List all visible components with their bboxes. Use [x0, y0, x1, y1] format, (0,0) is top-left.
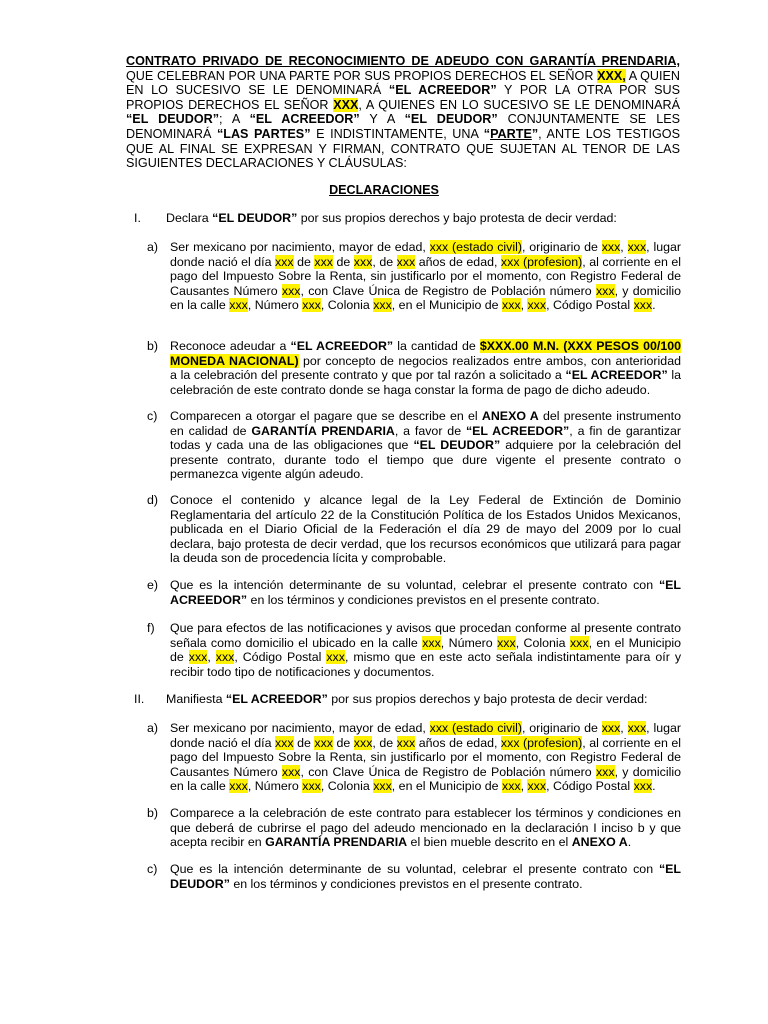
- declaration-i-d: [147, 493, 681, 566]
- party-name: “LAS PARTES”: [216, 126, 311, 141]
- party-name: “EL ACREEDOR”: [249, 112, 360, 127]
- placeholder-highlight: xxx: [422, 635, 441, 650]
- text-run: , a favor de: [394, 423, 466, 438]
- contract-preamble: [126, 54, 680, 171]
- text-run: , con Clave Única de Registro de Población número: [300, 764, 596, 779]
- text-run: , a fin de garantizar todas y cada una de las obligaciones que: [170, 423, 681, 453]
- preamble-text: Y POR LA OTRA POR SUS PROPIOS DERECHOS EL SEÑOR: [126, 83, 680, 112]
- text-run: ,: [520, 298, 528, 313]
- party-name: “EL DEUDOR”: [404, 112, 498, 127]
- placeholder-highlight: xxx (profesion): [500, 735, 583, 750]
- text-run: Que es la intención determinante de su voluntad, celebrar el presente contrato con: [170, 578, 659, 592]
- text-run: ,: [520, 779, 528, 794]
- text-run: adquiere por la celebración del presente contrato, durante todo el tiempo que dure vigente el presente contrato o permanezca vigente algún adeudo.: [170, 438, 682, 482]
- placeholder-highlight: xxx: [302, 298, 321, 313]
- placeholder-highlight: xxx: [274, 735, 294, 750]
- placeholder-highlight: XXX: [333, 97, 359, 112]
- placeholder-highlight: xxx: [326, 650, 345, 665]
- item-text: [170, 621, 681, 679]
- text-run: de: [332, 254, 354, 269]
- item-text: Conoce el contenido y alcance legal de la Ley Federal de Extinción de Dominio Reglamentaria del artículo 22 de la Constitución Política de los Estados Unidos Mexicanos, publicada en el Diario Oficial de la Federación el día 29 de mayo del 2009 por lo cual declara, bajo protesta de decir verdad, que los recursos económicos que utilizará para pagar la deuda son de procedencia lícita y comprobable.: [170, 493, 681, 566]
- placeholder-highlight: xxx: [627, 721, 647, 735]
- text-run: en los términos y condiciones previstos en el presente contrato.: [247, 592, 600, 607]
- text-run: de: [293, 254, 315, 269]
- party-name: “EL ACREEDOR”: [565, 368, 668, 383]
- item-label: a): [147, 240, 159, 254]
- placeholder-highlight: xxx: [302, 779, 321, 794]
- placeholder-highlight: xxx: [281, 283, 301, 298]
- item-text: [170, 862, 681, 891]
- text-run: , con Clave Única de Registro de Población número: [300, 283, 596, 298]
- text-run: la celebración de este contrato donde se haga constar la forma de pago de dicho adeudo.: [170, 368, 682, 397]
- item-label: f): [147, 621, 155, 635]
- placeholder-highlight: xxx: [373, 779, 392, 794]
- text-run: , y domicilio en la calle: [170, 283, 681, 313]
- party-name: “EL ACREEDOR”: [290, 339, 394, 353]
- declaration-i-e: [147, 578, 681, 607]
- section-text: Manifiesta: [166, 692, 226, 706]
- placeholder-highlight: XXX,: [597, 68, 626, 83]
- item-text: [170, 721, 681, 794]
- party-name: “EL DEUDOR”: [170, 862, 681, 891]
- text-run: , originario de: [522, 721, 602, 735]
- text-run: Comparece a la celebración de este contrato para establecer los términos y condiciones en que deberá de cubrirse el pago del adeudo mencionado en la declaración I inciso b y que acepta recibir en: [170, 806, 681, 850]
- declaraciones-heading: DECLARACIONES: [329, 183, 439, 197]
- declaration-ii-c: [147, 862, 681, 891]
- text-run: , Código Postal: [546, 779, 634, 794]
- text-run: , al corriente en el pago del Impuesto Sobre la Renta, sin justificarlo por el momento, con Registro Federal de Causantes Número: [170, 254, 681, 298]
- guarantee-term: GARANTÍA PRENDARIA: [251, 423, 395, 438]
- text-run: por concepto de negocios realizados entre ambos, con anterioridad a la celebración del presente contrato y que por tal razón a solicitado a: [170, 353, 681, 383]
- declaration-i-a: [147, 240, 681, 313]
- preamble-text: E INDISTINTAMENTE, UNA: [310, 126, 484, 141]
- section-text: por sus propios derechos y bajo protesta de decir verdad:: [327, 692, 648, 706]
- text-run: , y domicilio en la calle: [170, 764, 681, 794]
- preamble-text: , A QUIENES EN LO SUCESIVO SE LE DENOMINARÁ: [358, 97, 680, 112]
- placeholder-highlight: xxx: [633, 298, 653, 313]
- placeholder-highlight: xxx: [527, 298, 547, 313]
- party-name: “EL DEUDOR”: [126, 112, 220, 127]
- text-run: del presente instrumento en calidad de: [170, 409, 681, 438]
- declaration-ii-a: [147, 721, 681, 794]
- text-run: .: [627, 835, 632, 850]
- party-name: “EL DEUDOR”: [212, 211, 298, 225]
- section-ii-heading: [134, 692, 647, 707]
- text-run: ,: [620, 721, 628, 735]
- placeholder-highlight: xxx: [274, 254, 294, 269]
- text-run: .: [652, 298, 656, 313]
- placeholder-highlight: xxx: [527, 779, 547, 794]
- placeholder-highlight: xxx: [595, 283, 615, 298]
- preamble-text: QUE CELEBRAN POR UNA PARTE POR SUS PROPIOS DERECHOS EL SEÑOR: [126, 68, 598, 83]
- placeholder-highlight: xxx: [601, 721, 621, 735]
- placeholder-highlight: xxx: [215, 650, 235, 665]
- preamble-text: Y A: [359, 112, 405, 127]
- text-run: Comparecen a otorgar el pagare que se describe en el: [170, 409, 482, 423]
- placeholder-highlight: xxx: [229, 298, 248, 313]
- placeholder-highlight: xxx: [627, 240, 647, 254]
- text-run: la cantidad de: [393, 339, 480, 353]
- text-run: , en el Municipio de: [391, 779, 502, 794]
- item-label: c): [147, 862, 158, 876]
- section-i-heading: [134, 211, 617, 226]
- party-name: “EL ACREEDOR”: [170, 578, 681, 607]
- text-run: , en el Municipio de: [391, 298, 502, 313]
- placeholder-highlight: xxx (profesion): [500, 254, 583, 269]
- preamble-text: CONJUNTAMENTE SE LES DENOMINARÁ: [126, 112, 680, 141]
- text-run: , de: [372, 735, 397, 750]
- item-label: e): [147, 578, 159, 592]
- placeholder-highlight: xxx: [314, 254, 333, 269]
- text-run: , Número: [247, 298, 303, 313]
- placeholder-highlight: xxx (estado civil): [429, 721, 522, 735]
- text-run: Que para efectos de las notificaciones y avisos que procedan conforme al presente contrato señala como domicilio el ubicado en la calle: [170, 621, 681, 650]
- annex-ref: ANEXO A: [481, 409, 539, 423]
- placeholder-highlight: xxx: [373, 298, 392, 313]
- item-label: d): [147, 493, 159, 507]
- text-run: , lugar donde nació el día: [170, 240, 681, 269]
- party-name: [484, 127, 538, 141]
- section-number: I.: [134, 211, 141, 225]
- placeholder-highlight: xxx: [396, 735, 416, 750]
- placeholder-highlight: xxx: [601, 240, 621, 254]
- placeholder-highlight: xxx: [353, 254, 373, 269]
- item-label: a): [147, 721, 159, 735]
- placeholder-highlight: xxx: [396, 254, 416, 269]
- item-text: [170, 409, 681, 482]
- placeholder-highlight: xxx: [633, 779, 653, 794]
- amount-highlight: $XXX.00 M.N. (XXX PESOS 00/100 MONEDA NACIONAL): [170, 339, 681, 368]
- text-run: , originario de: [522, 240, 602, 254]
- guarantee-term: GARANTÍA PRENDARIA: [265, 835, 408, 850]
- item-label: c): [147, 409, 158, 423]
- text-run: , en el Municipio de: [170, 635, 681, 665]
- party-word: PARTE: [490, 126, 532, 141]
- annex-ref: ANEXO A: [571, 835, 628, 850]
- quote-mark: “: [483, 126, 491, 141]
- declaration-i-f: [147, 621, 681, 679]
- placeholder-highlight: xxx: [595, 764, 615, 779]
- text-run: Ser mexicano por nacimiento, mayor de edad,: [170, 240, 430, 254]
- contract-title: CONTRATO PRIVADO DE RECONOCIMIENTO DE ADEUDO CON GARANTÍA PRENDARIA,: [126, 54, 680, 68]
- section-text: por sus propios derechos y bajo protesta de decir verdad:: [297, 211, 617, 225]
- preamble-text: A QUIEN EN LO SUCESIVO SE LE DENOMINARÁ: [126, 68, 680, 98]
- text-run: Que es la intención determinante de su voluntad, celebrar el presente contrato con: [170, 862, 659, 876]
- text-run: de: [293, 735, 315, 750]
- text-run: en los términos y condiciones previstos en el presente contrato.: [229, 876, 583, 891]
- text-run: , mismo que en este acto señala indistintamente para oír y recibir todo tipo de notificaciones y documentos.: [170, 650, 682, 679]
- quote-mark: ”: [531, 126, 539, 141]
- item-text: [170, 806, 681, 850]
- placeholder-highlight: xxx: [314, 735, 333, 750]
- placeholder-highlight: xxx: [281, 764, 301, 779]
- placeholder-highlight: xxx: [229, 779, 248, 794]
- text-run: , al corriente en el pago del Impuesto Sobre la Renta, sin justificarlo por el momento, con Registro Federal de Causantes Número: [170, 735, 681, 779]
- placeholder-highlight: xxx: [502, 779, 521, 794]
- party-name: “EL ACREEDOR”: [465, 423, 570, 438]
- text-run: , de: [372, 254, 397, 269]
- section-number: II.: [134, 692, 145, 706]
- preamble-text: ; A: [219, 112, 250, 127]
- placeholder-highlight: xxx: [497, 635, 516, 650]
- item-text: [170, 578, 681, 607]
- placeholder-highlight: xxx: [502, 298, 521, 313]
- party-name: “EL ACREEDOR”: [225, 692, 328, 706]
- party-name: “EL DEUDOR”: [413, 438, 501, 453]
- preamble-text: , ANTE LOS TESTIGOS QUE AL FINAL SE EXPRESAN Y FIRMAN, CONTRATO QUE SUJETAN AL TENOR DE LAS SIGUIENTES DECLARACIONES Y CLÁUSULAS:: [126, 126, 680, 171]
- text-run: años de edad,: [415, 735, 501, 750]
- text-run: , Número: [440, 635, 498, 650]
- text-run: , Código Postal: [234, 650, 327, 665]
- declaration-i-c: [147, 409, 681, 482]
- declaration-ii-b: [147, 806, 681, 850]
- text-run: Reconoce adeudar a: [170, 339, 291, 353]
- item-text: [170, 339, 681, 397]
- party-name: “EL ACREEDOR”: [388, 83, 497, 98]
- item-label: b): [147, 339, 159, 353]
- placeholder-highlight: xxx: [353, 735, 373, 750]
- text-run: .: [652, 779, 656, 794]
- text-run: , Colonia: [515, 635, 570, 650]
- item-text: [170, 240, 681, 313]
- section-text: Declara: [166, 211, 213, 225]
- text-run: , Colonia: [320, 298, 374, 313]
- item-label: b): [147, 806, 159, 820]
- declaration-i-b: [147, 339, 681, 397]
- text-run: ,: [620, 240, 628, 254]
- text-run: , lugar donde nació el día: [170, 721, 681, 750]
- placeholder-highlight: xxx (estado civil): [429, 240, 522, 254]
- text-run: , Código Postal: [546, 298, 634, 313]
- text-run: de: [332, 735, 354, 750]
- text-run: , Colonia: [320, 779, 374, 794]
- text-run: años de edad,: [415, 254, 501, 269]
- text-run: ,: [207, 650, 216, 665]
- placeholder-highlight: xxx: [188, 650, 208, 665]
- placeholder-highlight: xxx: [569, 635, 589, 650]
- text-run: , Número: [247, 779, 303, 794]
- text-run: Ser mexicano por nacimiento, mayor de edad,: [170, 721, 430, 735]
- text-run: el bien mueble descrito en el: [407, 835, 572, 850]
